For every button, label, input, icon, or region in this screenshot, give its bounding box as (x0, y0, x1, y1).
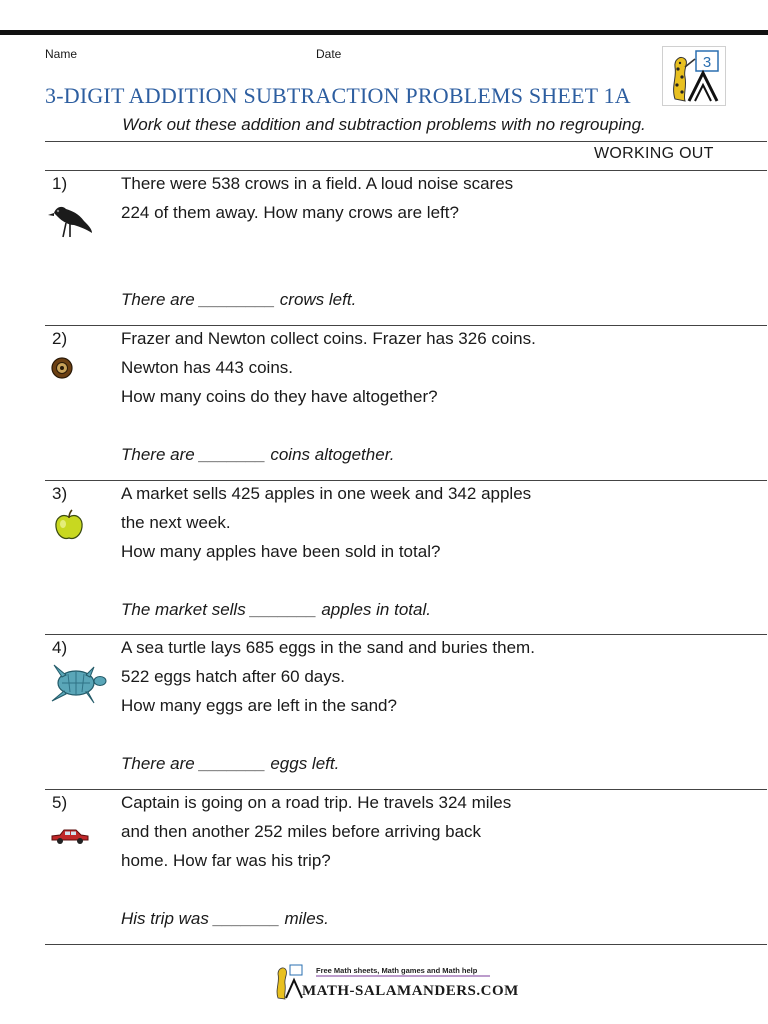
apple-icon (52, 509, 86, 548)
problem-number: 4) (52, 638, 68, 657)
logo-number: 3 (702, 54, 712, 71)
problem-number: 3) (52, 484, 68, 503)
footer-logo (272, 962, 519, 1002)
answer-line: The market sells _______ apples in total. (121, 600, 431, 619)
question-line: A sea turtle lays 685 eggs in the sand and buries them. (121, 638, 535, 657)
answer-line: His trip was _______ miles. (121, 909, 329, 928)
date-label: Date (316, 47, 342, 61)
top-border-bar (0, 30, 768, 35)
turtle-icon (48, 661, 108, 712)
question-line: and then another 252 miles before arriving back (121, 822, 482, 841)
crow-icon (48, 197, 94, 244)
salamander-icon (663, 47, 725, 105)
question-line: How many apples have been sold in total? (121, 542, 441, 561)
name-label: Name (45, 47, 78, 61)
answer-line: There are _______ coins altogether. (121, 445, 395, 464)
instructions: Work out these addition and subtraction problems with no regrouping. (122, 115, 646, 134)
salamander-logo (662, 46, 726, 106)
coin-icon (50, 356, 74, 385)
question-line: How many coins do they have altogether? (121, 387, 438, 406)
question-line: 522 eggs hatch after 60 days. (121, 667, 345, 686)
problem-number: 5) (52, 793, 68, 812)
question-line: Captain is going on a road trip. He travels 324 miles (121, 793, 512, 812)
header-divider (45, 141, 767, 142)
footer-tagline: Free Math sheets, Math games and Math help (316, 966, 478, 975)
question-line: home. How far was his trip? (121, 851, 331, 870)
question-line: A market sells 425 apples in one week and 342 apples (121, 484, 532, 503)
working-out-label: WORKING OUT (594, 145, 714, 162)
question-line: How many eggs are left in the sand? (121, 696, 397, 715)
problem-number: 2) (52, 329, 68, 348)
question-line: Newton has 443 coins. (121, 358, 293, 377)
answer-line: There are _______ eggs left. (121, 754, 340, 773)
problem-5 (0, 790, 768, 945)
problem-4 (0, 635, 768, 790)
page-title: 3-DIGIT ADDITION SUBTRACTION PROBLEMS SHEET 1A (45, 83, 631, 108)
problem-2 (0, 326, 768, 481)
problem-3 (0, 481, 768, 636)
answer-line: There are ________ crows left. (121, 290, 357, 309)
question-line: the next week. (121, 513, 231, 532)
car-icon (50, 828, 90, 851)
footer-site: MATH-SALAMANDERS.COM (302, 983, 519, 999)
problem-1 (0, 171, 768, 326)
question-line: There were 538 crows in a field. A loud noise scares (121, 174, 514, 193)
problem-number: 1) (52, 174, 68, 193)
question-line: 224 of them away. How many crows are left? (121, 203, 459, 222)
question-line: Frazer and Newton collect coins. Frazer has 326 coins. (121, 329, 536, 348)
bottom-divider (45, 944, 767, 945)
